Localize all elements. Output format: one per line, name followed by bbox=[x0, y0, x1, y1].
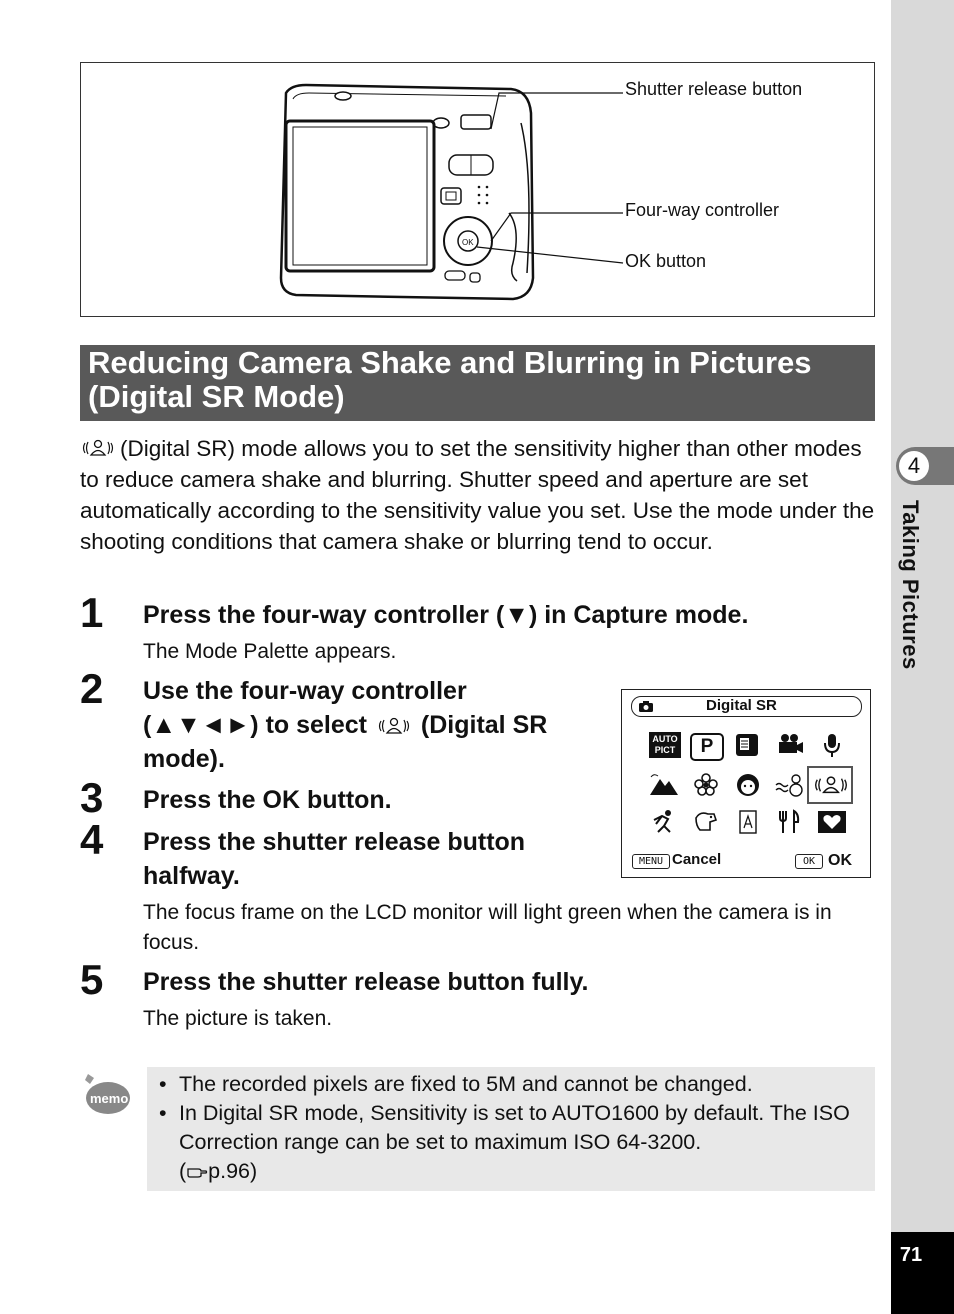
voice-recording-icon[interactable] bbox=[816, 731, 848, 759]
intro-text: (Digital SR) mode allows you to set the sensitivity higher than other modes to reduce camera shake and blurring. Shutter speed and aperture are set automatically according to the sensitivity value you set. Use the mode under the shooting conditions that camera shake or blurring tend to occur. bbox=[80, 436, 875, 554]
memo-box bbox=[147, 1067, 875, 1191]
step-4-note: The focus frame on the LCD monitor will light green when the camera is in focus. bbox=[143, 901, 832, 954]
camera-back-illustration bbox=[81, 63, 874, 316]
camera-icon bbox=[638, 700, 654, 713]
step-2-title-line2 bbox=[143, 708, 547, 742]
step-2-title-part-c: (Digital SR bbox=[420, 711, 548, 739]
flower-mode-icon[interactable] bbox=[690, 771, 722, 799]
menu-key-icon[interactable] bbox=[632, 854, 670, 869]
program-mode-icon[interactable] bbox=[690, 733, 724, 761]
text-mode-icon[interactable] bbox=[732, 808, 764, 836]
pet-mode-icon[interactable] bbox=[690, 808, 722, 836]
mode-palette-screen bbox=[621, 689, 871, 878]
digital-sr-mode-icon[interactable] bbox=[812, 772, 850, 798]
memo-ref-text: p.96) bbox=[208, 1159, 258, 1183]
cancel-label[interactable]: Cancel bbox=[672, 851, 722, 868]
chapter-title: Taking Pictures bbox=[898, 500, 923, 670]
menu-key-label: MENU bbox=[638, 856, 664, 867]
ok-key-label: OK bbox=[802, 856, 816, 867]
callout-shutter-release-button: Shutter release button bbox=[625, 79, 803, 99]
memo-icon bbox=[80, 1070, 132, 1118]
favorite-heart-icon[interactable] bbox=[816, 808, 848, 836]
memo-bullet-2: • bbox=[159, 1101, 167, 1125]
svg-text:OK: OK bbox=[462, 238, 474, 247]
memo-page-reference[interactable]: ( p.96) bbox=[179, 1159, 258, 1183]
pointing-hand-icon bbox=[186, 1165, 208, 1179]
auto-label-1: AUTO bbox=[652, 734, 678, 744]
surf-snow-mode-icon[interactable] bbox=[774, 771, 806, 799]
step-2-title-line1: Use the four-way controller bbox=[143, 677, 467, 705]
intro-paragraph bbox=[80, 433, 880, 557]
step-1-number: 1 bbox=[80, 589, 104, 636]
memo-item-2: In Digital SR mode, Sensitivity is set to AUTO1600 by default. The ISO Correction range can be set to maximum ISO 64-3200. bbox=[179, 1101, 850, 1154]
page-number: 71 bbox=[899, 1244, 923, 1266]
auto-label-2: PICT bbox=[654, 745, 676, 755]
digital-sr-icon bbox=[80, 437, 116, 459]
step-5-title: Press the shutter release button fully. bbox=[143, 968, 589, 996]
palette-title: Digital SR bbox=[706, 697, 777, 714]
section-heading: Reducing Camera Shake and Blurring in Pictures (Digital SR Mode) bbox=[88, 345, 812, 414]
step-4-number: 4 bbox=[80, 816, 104, 863]
memo-bullet-1: • bbox=[159, 1072, 167, 1096]
step-3-number: 3 bbox=[80, 774, 104, 821]
step-4-title-line1: Press the shutter release button bbox=[143, 828, 526, 856]
step-2-title-part-b: (▲▼◄►) to select bbox=[143, 711, 367, 739]
digital-sr-icon bbox=[376, 715, 412, 737]
step-2-title-line3: mode). bbox=[143, 745, 225, 773]
step-4-title-line2: halfway. bbox=[143, 862, 240, 890]
ok-label[interactable]: OK bbox=[828, 852, 852, 869]
picture-mode-icon[interactable] bbox=[732, 731, 764, 759]
program-mode-label: P bbox=[700, 736, 714, 757]
portrait-mode-icon[interactable] bbox=[732, 771, 764, 799]
landscape-mode-icon[interactable] bbox=[648, 771, 680, 799]
step-1-title: Press the four-way controller (▼) in Capture mode. bbox=[143, 601, 749, 629]
callout-four-way-controller: Four-way controller bbox=[625, 200, 780, 220]
sport-mode-icon[interactable] bbox=[648, 808, 680, 836]
memo-label: memo bbox=[90, 1091, 129, 1106]
movie-mode-icon[interactable] bbox=[774, 731, 806, 759]
ok-key-icon[interactable] bbox=[795, 854, 823, 869]
step-1-note: The Mode Palette appears. bbox=[143, 640, 397, 663]
auto-picture-mode-icon[interactable] bbox=[649, 732, 681, 758]
step-3-title: Press the OK button. bbox=[143, 786, 392, 814]
callout-ok-button: OK button bbox=[625, 251, 707, 271]
step-2-number: 2 bbox=[80, 665, 104, 712]
memo-item-1: The recorded pixels are fixed to 5M and cannot be changed. bbox=[179, 1072, 753, 1096]
chapter-number: 4 bbox=[899, 451, 929, 481]
step-5-number: 5 bbox=[80, 956, 104, 1003]
camera-figure bbox=[80, 62, 875, 317]
step-5-note: The picture is taken. bbox=[143, 1007, 333, 1030]
food-mode-icon[interactable] bbox=[774, 808, 806, 836]
